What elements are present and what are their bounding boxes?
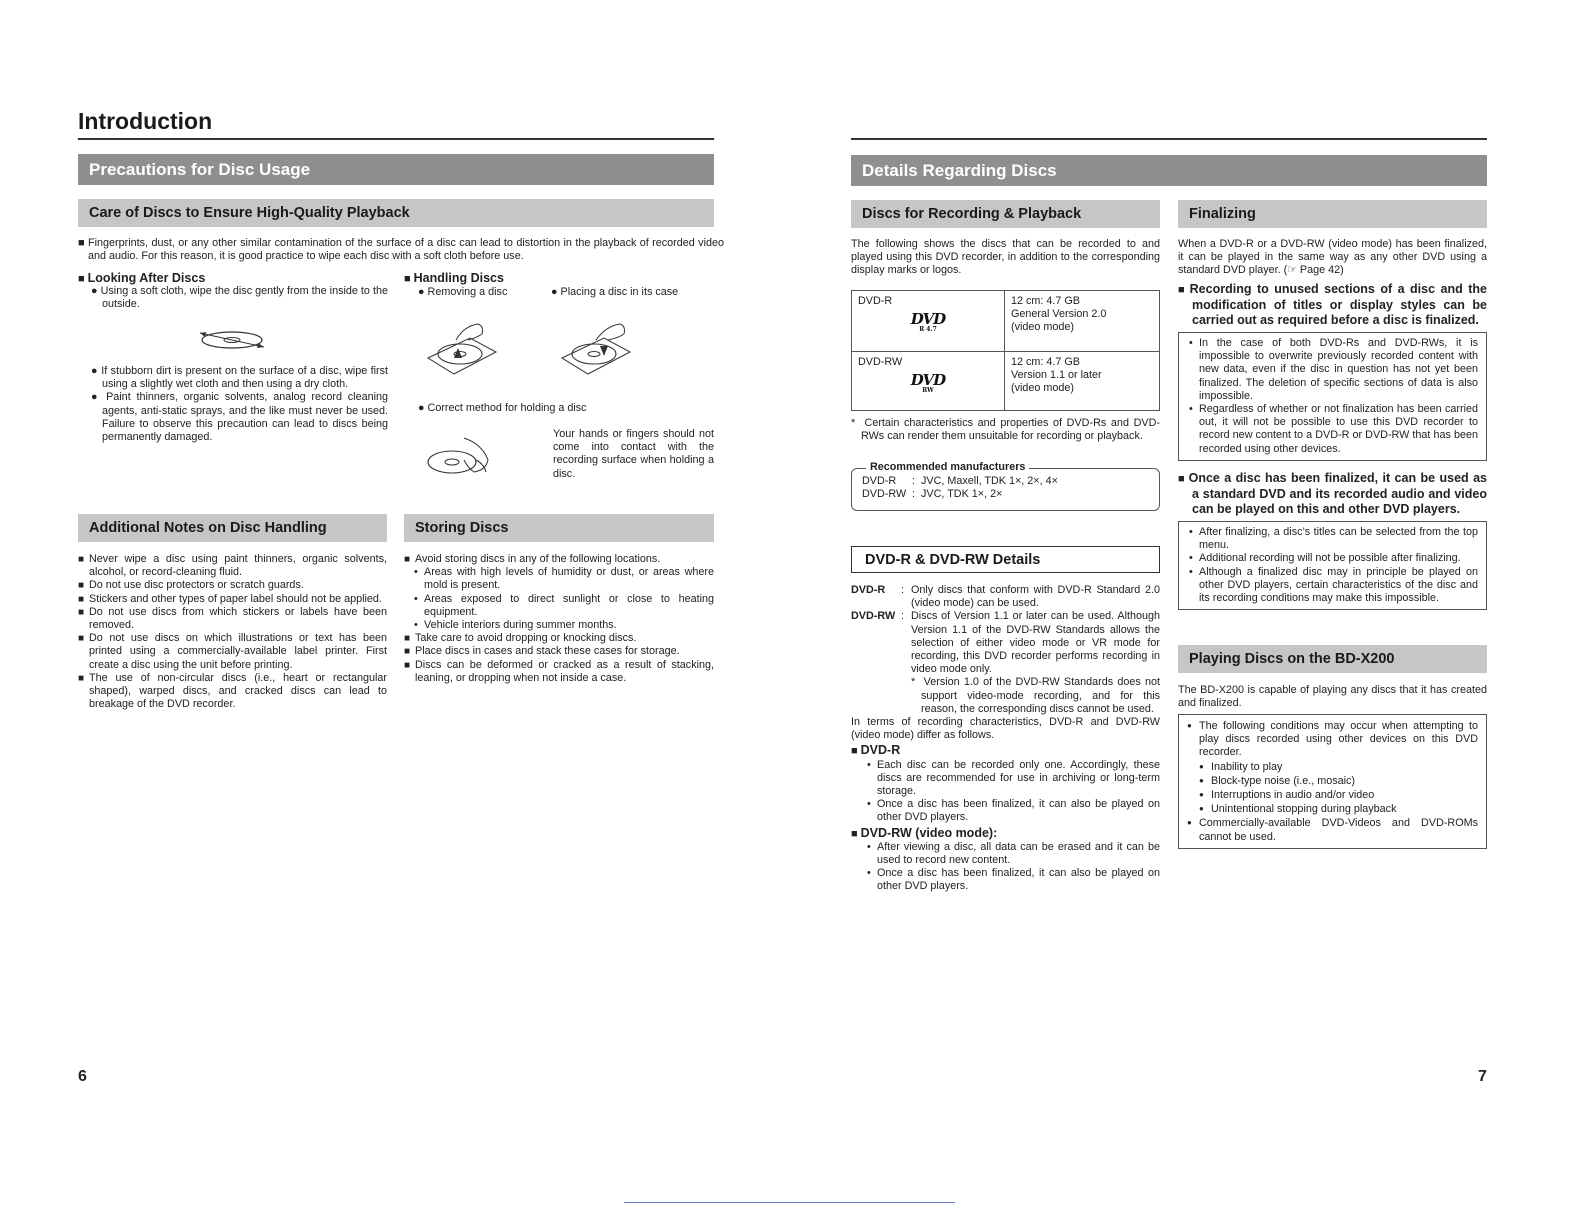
disc-spec-dvd-rw xyxy=(1005,352,1160,411)
list-item: ■ Never wipe a disc using paint thinners, organic solvents, alcohol, or record-cleaning fluid. xyxy=(78,553,387,579)
list-item: ■ Place discs in cases and stack these cases for storage. xyxy=(404,645,714,658)
subsection-header-care: Care of Discs to Ensure High-Quality Playback xyxy=(78,199,714,227)
recording-intro: The following shows the discs that can be recorded to and played using this DVD recorder, in addition to the corresponding display marks or logos. xyxy=(851,238,1160,277)
removing-label: ● Removing a disc xyxy=(418,286,508,298)
footer-line xyxy=(624,1202,955,1203)
storing-intro: ■ Avoid storing discs in any of the following locations. xyxy=(404,553,714,566)
rw-text: Discs of Version 1.1 or later can be used. Although Version 1.1 of the DVD-RW Standards allows the selection of either video mode or VR mode for recording, this DVD recorder performs recording in video mode only. xyxy=(911,610,1160,676)
dvd-rw-definition: DVD-RW : Discs of Version 1.1 or later can be used. Although Version 1.1 of the DVD-RW Standards allows the selection of either video mode or VR mode for recording, this DVD recorder performs recording in video mode only. * Version 1.0 of the DVD-RW Standards does not support video-mode recording, and for this reason, the corresponding discs cannot be used. xyxy=(851,610,1161,715)
manufacturer-row-r: DVD-R : JVC, Maxell, TDK 1×, 2×, 4× xyxy=(862,475,1058,487)
list-item: • Areas with high levels of humidity or dust, or areas where mold is present. xyxy=(412,566,714,592)
list-item: • In the case of both DVD-Rs and DVD-RWs, it is impossible to overwrite previously recorded content with new data, even if the disc in question has not yet been finalized. The deletion of specific sections of data is also impossible. xyxy=(1187,337,1478,403)
term-text xyxy=(911,610,1160,716)
recommended-manufacturers-box xyxy=(851,461,1160,511)
finalizing-heading-1: ■ Recording to unused sections of a disc and the modification of titles or display styles can be carried out as required before a disc is finalized. xyxy=(1178,282,1487,328)
list-item: • Areas exposed to direct sunlight or close to heating equipment. xyxy=(412,593,714,619)
playing-item-1: ● The following conditions may occur when attempting to play discs recorded using other devices on this DVD recorder. ● Inability to play ● Block-type noise (i.e., mosaic) ● Interruptions in audio and/or video ● Unintentional stopping during playback xyxy=(1187,719,1478,816)
disc-cell-dvd-r xyxy=(852,291,1005,352)
disc-spec-dvd-r xyxy=(1005,291,1160,352)
list-item: • After viewing a disc, all data can be erased and it can be used to record new content. xyxy=(865,841,1160,867)
disc-name: DVD-R xyxy=(858,295,893,307)
dvd-r-definition: DVD-R : Only discs that conform with DVD-R Standard 2.0 (video mode) can be used. xyxy=(851,584,1160,610)
spec-line: 12 cm: 4.7 GB xyxy=(1011,295,1081,307)
list-item: ■ Do not use disc protectors or scratch guards. xyxy=(78,579,387,592)
spec-line: 12 cm: 4.7 GB xyxy=(1011,356,1081,368)
disc-name: DVD-RW xyxy=(858,356,903,368)
playing-box xyxy=(1178,714,1487,849)
page-number-left: 6 xyxy=(78,1068,87,1085)
term-text: Only discs that conform with DVD-R Standard 2.0 (video mode) can be used. xyxy=(911,584,1160,610)
list-item: ■ Stickers and other types of paper label should not be applied. xyxy=(78,593,387,606)
looking-item-1: ● Using a soft cloth, wipe the disc gently from the inside to the outside. xyxy=(91,285,388,311)
list-item: • After finalizing, a disc’s titles can be selected from the top menu. xyxy=(1187,526,1478,552)
handling-discs xyxy=(404,271,714,285)
term-label: DVD-RW xyxy=(851,610,896,623)
finalizing-box-2 xyxy=(1178,521,1487,610)
handling-heading: ■ Handling Discs xyxy=(404,271,714,285)
looking-after-heading: ■ Looking After Discs xyxy=(78,271,388,285)
spec-line: (video mode) xyxy=(1011,321,1075,334)
details-content xyxy=(851,584,1160,894)
rw-note: * Version 1.0 of the DVD-RW Standards does not support video-mode recording, and for this reason, the corresponding discs cannot be used. xyxy=(911,676,1161,715)
care-intro: ■ Fingerprints, dust, or any other similar contamination of the surface of a disc can lead to distortion in the playback of recorded video and audio. For this reason, it is good practice to wipe each disc with a soft cloth before use. xyxy=(78,237,724,263)
spec-line: Version 1.1 or later xyxy=(1011,369,1102,382)
list-item: ■ The use of non-circular discs (i.e., heart or rectangular shaped), warped discs, and cracked discs can lead to breakage of the DVD recorder. xyxy=(78,672,387,712)
terms-text: In terms of recording characteristics, DVD-R and DVD-RW (video mode) differ as follows. xyxy=(851,716,1160,742)
recommended-title: Recommended manufacturers xyxy=(866,461,1029,473)
subsection-header-additional: Additional Notes on Disc Handling xyxy=(78,514,387,542)
page-number-right: 7 xyxy=(1478,1068,1487,1085)
holding-disc-illustration xyxy=(424,430,496,478)
looking-items-more xyxy=(78,365,388,444)
title-rule xyxy=(78,138,714,140)
list-item: ● Unintentional stopping during playback xyxy=(1199,802,1478,816)
table-row xyxy=(852,291,1160,352)
additional-notes-list xyxy=(78,553,387,711)
list-item: • Vehicle interiors during summer months. xyxy=(412,619,714,632)
dvd-r-heading: ■ DVD-R xyxy=(851,744,1160,758)
subsection-header-recording: Discs for Recording & Playback xyxy=(851,200,1160,228)
playing-intro: The BD-X200 is capable of playing any discs that it has created and finalized. xyxy=(1178,684,1487,710)
disc-wiping-illustration xyxy=(196,325,268,353)
list-item: ● Block-type noise (i.e., mosaic) xyxy=(1199,774,1478,788)
placing-disc-illustration xyxy=(560,318,632,376)
dvd-rw-heading: ■ DVD-RW (video mode): xyxy=(851,827,1160,841)
list-item: • Once a disc has been finalized, it can also be played on other DVD players. xyxy=(865,867,1160,893)
title-rule-right xyxy=(851,138,1487,140)
section-header-precautions: Precautions for Disc Usage xyxy=(78,154,714,185)
term-label: DVD-R xyxy=(851,584,886,596)
list-item: ● Inability to play xyxy=(1199,760,1478,774)
holding-label: ● Correct method for holding a disc xyxy=(418,402,587,414)
finalizing-heading-2: ■ Once a disc has been finalized, it can be used as a standard DVD and its recorded audio and video can be played on this and other DVD players. xyxy=(1178,471,1487,517)
manufacturer-row-rw: DVD-RW : JVC, TDK 1×, 2× xyxy=(862,488,1003,501)
disc-footnote: * Certain characteristics and properties of DVD-Rs and DVD-RWs can render them unsuitable for recording or playback. xyxy=(851,417,1160,443)
list-item: • Each disc can be recorded only one. Accordingly, these discs are recommended for use in archiving or long-term storage. xyxy=(865,759,1160,799)
dvd-rw-logo-icon: DVD RW xyxy=(910,371,946,395)
list-item: ● Interruptions in audio and/or video xyxy=(1199,788,1478,802)
holding-note: Your hands or fingers should not come into contact with the recording surface when holding a disc. xyxy=(553,428,714,480)
subsection-header-details: DVD-R & DVD-RW Details xyxy=(851,546,1160,573)
spec-line: (video mode) xyxy=(1011,382,1075,395)
dvd-r-logo-icon: DVD R 4.7 xyxy=(910,310,946,334)
list-item: • Although a finalized disc may in principle be played on other DVD players, certain characteristics of the disc and its recording conditions may make this impossible. xyxy=(1187,566,1478,606)
playing-item-2: ● Commercially-available DVD-Videos and DVD-ROMs cannot be used. xyxy=(1187,816,1478,843)
list-item: • Regardless of whether or not finalization has been carried out, it will not be possible to use this DVD recorder to record new content to a DVD-R or DVD-RW that has been recorded using other devices. xyxy=(1187,403,1478,456)
finalizing-intro: When a DVD-R or a DVD-RW (video mode) has been finalized, it can be played in the same way as any other DVD using a standard DVD player. (☞ Page 42) xyxy=(1178,238,1487,277)
finalizing-box-1 xyxy=(1178,332,1487,461)
list-item: ■ Discs can be deformed or cracked as a result of stacking, leaning, or dropping when not inside a case. xyxy=(404,659,714,685)
looking-after-discs xyxy=(78,271,388,311)
page-title: Introduction xyxy=(78,108,213,134)
list-item: ■ Do not use discs from which stickers or labels have been removed. xyxy=(78,606,387,632)
list-item: ■ Take care to avoid dropping or knocking discs. xyxy=(404,632,714,645)
disc-cell-dvd-rw xyxy=(852,352,1005,411)
spec-line: General Version 2.0 xyxy=(1011,308,1107,321)
table-row xyxy=(852,352,1160,411)
storing-discs-content xyxy=(404,553,714,685)
list-item: • Additional recording will not be possible after finalizing. xyxy=(1187,552,1478,565)
subsection-header-storing: Storing Discs xyxy=(404,514,714,542)
subsection-header-playing: Playing Discs on the BD-X200 xyxy=(1178,645,1487,673)
list-item: ■ Do not use discs on which illustrations or text has been printed using a commercially-available label printer. First create a disc using the unit before printing. xyxy=(78,632,387,672)
section-header-details: Details Regarding Discs xyxy=(851,155,1487,186)
removing-disc-illustration xyxy=(426,318,498,376)
looking-item-2: ● If stubborn dirt is present on the surface of a disc, wipe first using a slightly wet cloth and then using a dry cloth. xyxy=(91,365,388,391)
subsection-header-finalizing: Finalizing xyxy=(1178,200,1487,228)
looking-item-3: ● Paint thinners, organic solvents, analog record cleaning agents, anti-static sprays, and the like must never be used. Failure to observe this precaution can lead to discs being permanently damaged. xyxy=(91,391,388,444)
manufacturers-list xyxy=(862,475,1152,501)
placing-label: ● Placing a disc in its case xyxy=(551,286,679,298)
list-item: • Once a disc has been finalized, it can also be played on other DVD players. xyxy=(865,798,1160,824)
disc-table xyxy=(851,290,1160,411)
